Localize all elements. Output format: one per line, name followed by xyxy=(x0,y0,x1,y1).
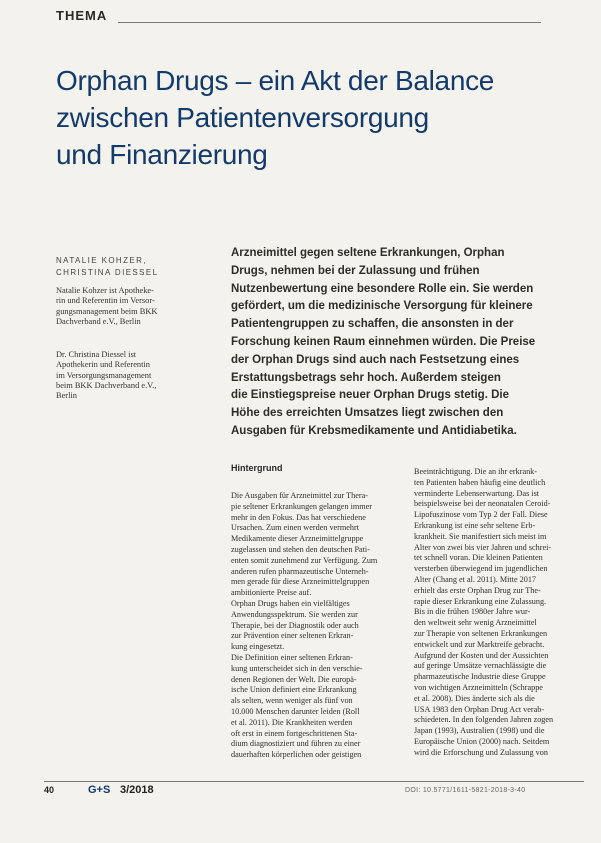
text-line: ten Patienten haben häufig eine deutlich xyxy=(414,477,546,487)
text-line: mehr in den Fokus. Das hat verschiedene xyxy=(231,512,366,522)
text-line: die Einstiegspreise neuer Orphan Drugs stetig. Die xyxy=(231,389,509,402)
title-line: zwischen Patientenversorgung xyxy=(56,102,429,133)
text-line: beim BKK Dachverband e.V., xyxy=(56,380,157,390)
text-line: Arzneimittel gegen seltene Erkrankungen, Orphan xyxy=(231,247,505,259)
text-line: ische Union definiert eine Erkrankung xyxy=(231,685,357,695)
text-line: krankheit. Sie manifestiert sich meist im xyxy=(414,531,547,541)
text-line: Die Ausgaben für Arzneimittel zur Thera- xyxy=(231,491,368,500)
text-line: den weltweit sehr wenig Arzneimittel xyxy=(414,618,537,628)
author-line: NATALIE KOHZER, xyxy=(56,256,147,265)
text-line: Natalie Kohzer ist Apotheke- xyxy=(56,286,154,295)
text-line: zur Prävention einer seltenen Erkran- xyxy=(231,631,354,641)
text-line: dauerhaften körperlichen oder geistigen xyxy=(231,750,362,760)
footer-rule xyxy=(44,781,584,782)
text-line: Ausgaben für Krebsmedikamente und Antidiabetika. xyxy=(231,424,517,437)
doi-reference: DOI: 10.5771/1611-5821-2018-3-40 xyxy=(405,787,526,794)
text-line: Europäische Union (2000) nach. Seitdem xyxy=(414,736,550,746)
page-number: 40 xyxy=(44,785,55,795)
text-line: Patientengruppen zu schaffen, die ansonsten in der xyxy=(231,318,514,331)
issue-number: 3/2018 xyxy=(120,784,154,796)
text-line: anderen rufen pharmazeutische Unterneh- xyxy=(231,566,369,576)
text-line: kung eingesetzt. xyxy=(231,642,285,652)
text-line: Medikamente dieser Arzneimittelgruppe xyxy=(231,534,364,544)
text-line: Berlin xyxy=(56,391,77,401)
text-line: entwickelt und zur Marktreife gebracht. xyxy=(414,639,545,649)
text-line: dium diagnostiziert und führen zu einer xyxy=(231,739,361,749)
text-line: gefördert, um die medizinische Versorgung für kleinere xyxy=(231,300,533,313)
title-line: und Finanzierung xyxy=(56,139,268,170)
text-line: Alter (Chang et al. 2011). Mitte 2017 xyxy=(414,574,537,584)
text-line: Beeinträchtigung. Die an ihr erkrank- xyxy=(414,467,537,476)
text-line: Therapie, bei der Diagnostik oder auch xyxy=(231,620,359,630)
text-line: denen Regionen der Welt. Die europä- xyxy=(231,674,357,684)
text-line: et al. 2011). Die Krankheiten werden xyxy=(231,717,353,727)
text-line: Dachverband e.V., Berlin xyxy=(56,316,141,326)
author-bio-diessel xyxy=(56,350,196,401)
section-heading: Hintergrund xyxy=(231,463,283,473)
title-line: Orphan Drugs – ein Akt der Balance xyxy=(56,65,495,96)
text-line: Dr. Christina Diessel ist xyxy=(56,350,137,359)
text-line: rin und Referentin im Versor- xyxy=(56,296,155,306)
text-line: oft erst in einem fortgeschrittenen Sta- xyxy=(231,728,358,738)
text-line: Aufgrund der Kosten und der Aussichten xyxy=(414,650,549,660)
text-line: Apothekerin und Referentin xyxy=(56,360,150,370)
body-column-left xyxy=(231,491,403,761)
text-line: Die Definition einer seltenen Erkran- xyxy=(231,652,353,662)
section-label: THEMA xyxy=(56,8,108,23)
text-line: Japan (1993), Australien (1998) und die xyxy=(414,726,545,736)
text-line: Lipofuszinose vom Typ 2 der Fall. Diese xyxy=(414,510,548,520)
author-line: CHRISTINA DIESSEL xyxy=(56,268,159,277)
text-line: gungsmanagement beim BKK xyxy=(56,306,158,316)
text-line: zugelassen und stehen den deutschen Pati- xyxy=(231,544,370,554)
text-line: pharmazeutische Industrie diese Gruppe xyxy=(414,672,546,682)
text-line: Drugs, nehmen bei der Zulassung und frühen xyxy=(231,264,480,277)
text-line: erhielt das erste Orphan Drug zur The- xyxy=(414,585,541,595)
journal-name: G+S xyxy=(88,784,111,796)
text-line: tet schnell voran. Die kleinen Patienten xyxy=(414,553,543,563)
text-line: schiedeten. In den folgenden Jahren zogen xyxy=(414,715,554,725)
text-line: der Orphan Drugs sind auch nach Festsetzung eines xyxy=(231,353,520,366)
text-line: USA 1983 den Orphan Drug Act verab- xyxy=(414,704,545,714)
author-names xyxy=(56,255,206,279)
text-line: Erstattungsbetrags sehr hoch. Außerdem steigen xyxy=(231,371,501,384)
text-line: zur Therapie von seltenen Erkrankungen xyxy=(414,628,548,638)
text-line: auf geringe Umsätze vernachlässigte die xyxy=(414,661,547,671)
text-line: Orphan Drugs haben ein vielfältiges xyxy=(231,598,350,608)
text-line: Alter von zwei bis vier Jahren und schrei- xyxy=(414,542,552,552)
text-line: Ursachen. Zum einen werden vermehrt xyxy=(231,523,359,533)
text-line: pie seltener Erkrankungen gelangen immer xyxy=(231,501,372,511)
text-line: enten somit zunehmend zur Verfügung. Zum xyxy=(231,555,378,565)
text-line: Forschung keinen Raum einnehmen würden. Die Preise xyxy=(231,335,536,348)
text-line: von wichtigen Arzneimitteln (Schrappe xyxy=(414,682,543,692)
text-line: ambitionierte Preise auf. xyxy=(231,588,312,598)
text-line: versterben überwiegend im jugendlichen xyxy=(414,564,548,574)
text-line: Nutzenbewertung eine besondere Rolle ein. Sie werden xyxy=(231,282,534,295)
text-line: Erkrankung ist eine sehr seltene Erb- xyxy=(414,520,536,530)
text-line: Anwendungsspektrum. Sie werden zur xyxy=(231,609,358,619)
text-line: wird die Erforschung und Zulassung von xyxy=(414,747,548,757)
text-line: beispielsweise bei der neonatalen Ceroid- xyxy=(414,499,551,509)
lead-paragraph xyxy=(231,245,581,441)
text-line: Höhe des erreichten Umsatzes liegt zwischen den xyxy=(231,407,504,420)
text-line: im Versorgungsmanagement xyxy=(56,370,152,380)
text-line: als selten, wenn weniger als fünf von xyxy=(231,696,353,706)
body-column-right xyxy=(414,467,586,759)
section-rule xyxy=(118,22,541,23)
author-bio-kohzer xyxy=(56,286,196,327)
text-line: Bis in die frühen 1980er Jahre wur- xyxy=(414,607,531,617)
text-line: 10.000 Menschen darunter leiden (Roll xyxy=(231,706,360,716)
article-title xyxy=(56,62,576,173)
text-line: men gerade für diese Arzneimittelgruppen xyxy=(231,577,370,587)
text-line: kung unterscheidet sich in den verschie- xyxy=(231,663,363,673)
text-line: rapie dieser Erkrankung eine Zulassung. xyxy=(414,596,547,606)
text-line: et al. 2008). Dies änderte sich als die xyxy=(414,693,535,703)
text-line: verminderte Lebenserwartung. Das ist xyxy=(414,488,540,498)
